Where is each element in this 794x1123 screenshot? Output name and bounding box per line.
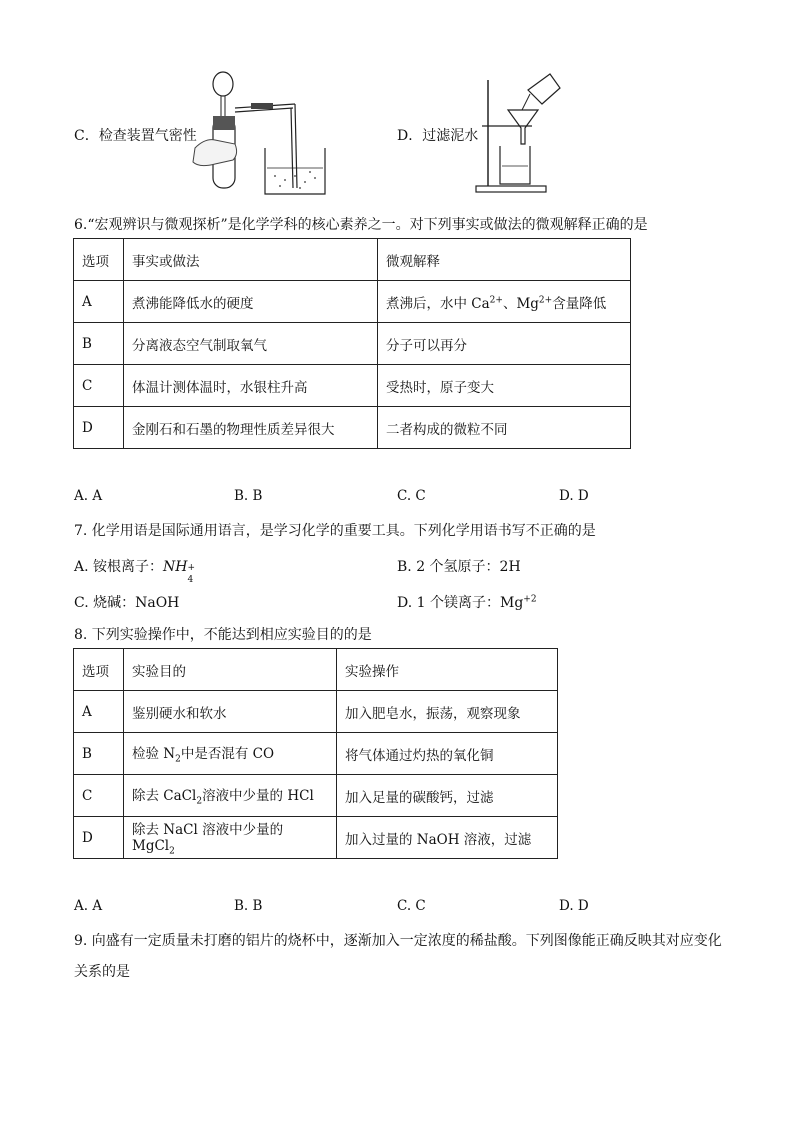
q6-choice-b: B. B	[234, 488, 263, 504]
q9-stem-line-2: 关系的是	[74, 964, 130, 980]
q8-row-a-option: A	[74, 691, 124, 733]
airtightness-apparatus-figure	[185, 68, 345, 198]
q5-option-d-label: D．过滤泥水	[397, 128, 479, 144]
q8-row-c-option: C	[74, 775, 124, 817]
q7-option-d: D. 1 个镁离子：$Mg^{+2}$	[397, 594, 537, 611]
table-row	[74, 733, 558, 775]
q8-row-d-goal: 除去 NaCl 溶液中少量的 MgCl$_2$	[124, 817, 337, 859]
q6-choice-d: D. D	[559, 488, 589, 504]
q8-header-goal: 实验目的	[124, 649, 337, 691]
table-row	[74, 775, 558, 817]
q8-choice-d: D. D	[559, 898, 589, 914]
q8-choice-b: B. B	[234, 898, 263, 914]
q8-row-c-operation: 加入足量的碳酸钙，过滤	[337, 775, 558, 817]
q6-row-a-fact: 煮沸能降低水的硬度	[124, 281, 378, 323]
q8-row-b-operation: 将气体通过灼热的氧化铜	[337, 733, 558, 775]
table-row	[74, 281, 631, 323]
q7-option-b: B. 2 个氢原子：2H	[397, 559, 521, 575]
q6-header-explanation: 微观解释	[378, 239, 631, 281]
q6-choice-c: C. C	[397, 488, 426, 504]
table-row	[74, 817, 558, 859]
table-row	[74, 323, 631, 365]
q7-stem: 7. 化学用语是国际通用语言，是学习化学的重要工具。下列化学用语书写不正确的是	[74, 523, 596, 539]
q8-choice-c: C. C	[397, 898, 426, 914]
filtration-apparatus-figure	[472, 70, 562, 195]
q9-stem-line-1: 9. 向盛有一定质量未打磨的铝片的烧杯中，逐渐加入一定浓度的稀盐酸。下列图像能正确反映其对应变化	[74, 933, 722, 949]
q6-table	[73, 238, 631, 449]
q8-row-d-option: D	[74, 817, 124, 859]
q5-option-c-label: C．检查装置气密性	[74, 128, 197, 144]
table-row	[74, 691, 558, 733]
q8-row-a-goal: 鉴别硬水和软水	[124, 691, 337, 733]
q8-row-b-goal: 检验 $N_2$中是否混有 CO	[124, 733, 337, 775]
q6-row-b-fact: 分离液态空气制取氧气	[124, 323, 378, 365]
q8-choice-a: A. A	[74, 898, 103, 914]
q7-option-c: C. 烧碱：NaOH	[74, 595, 180, 611]
table-row	[74, 407, 631, 449]
q6-row-d-option: D	[74, 407, 124, 449]
q8-header-operation: 实验操作	[337, 649, 558, 691]
q8-stem: 8. 下列实验操作中，不能达到相应实验目的的是	[74, 627, 372, 643]
q6-choice-a: A. A	[74, 488, 103, 504]
q6-row-c-fact: 体温计测体温时，水银柱升高	[124, 365, 378, 407]
q6-row-a-option: A	[74, 281, 124, 323]
q6-row-c-option: C	[74, 365, 124, 407]
q6-row-b-explanation: 分子可以再分	[378, 323, 631, 365]
q8-row-b-option: B	[74, 733, 124, 775]
q6-row-c-explanation: 受热时，原子变大	[378, 365, 631, 407]
q8-header-option: 选项	[74, 649, 124, 691]
q6-row-a-explanation: 煮沸后，水中 $Ca^{2+}$、$Mg^{2+}$含量降低	[378, 281, 631, 323]
q8-table	[73, 648, 558, 859]
q6-header-option: 选项	[74, 239, 124, 281]
q6-header-fact: 事实或做法	[124, 239, 378, 281]
q8-row-c-goal: 除去 CaCl$_2$溶液中少量的 HCl	[124, 775, 337, 817]
q6-stem: 6.“宏观辨识与微观探析”是化学学科的核心素养之一。对下列事实或做法的微观解释正确的是	[74, 217, 648, 233]
q6-row-d-explanation: 二者构成的微粒不同	[378, 407, 631, 449]
q6-row-b-option: B	[74, 323, 124, 365]
table-row	[74, 365, 631, 407]
q8-row-a-operation: 加入肥皂水，振荡，观察现象	[337, 691, 558, 733]
q7-option-a: A. 铵根离子：NH + 4	[74, 559, 196, 585]
q8-row-d-operation: 加入过量的 NaOH 溶液，过滤	[337, 817, 558, 859]
q6-row-d-fact: 金刚石和石墨的物理性质差异很大	[124, 407, 378, 449]
